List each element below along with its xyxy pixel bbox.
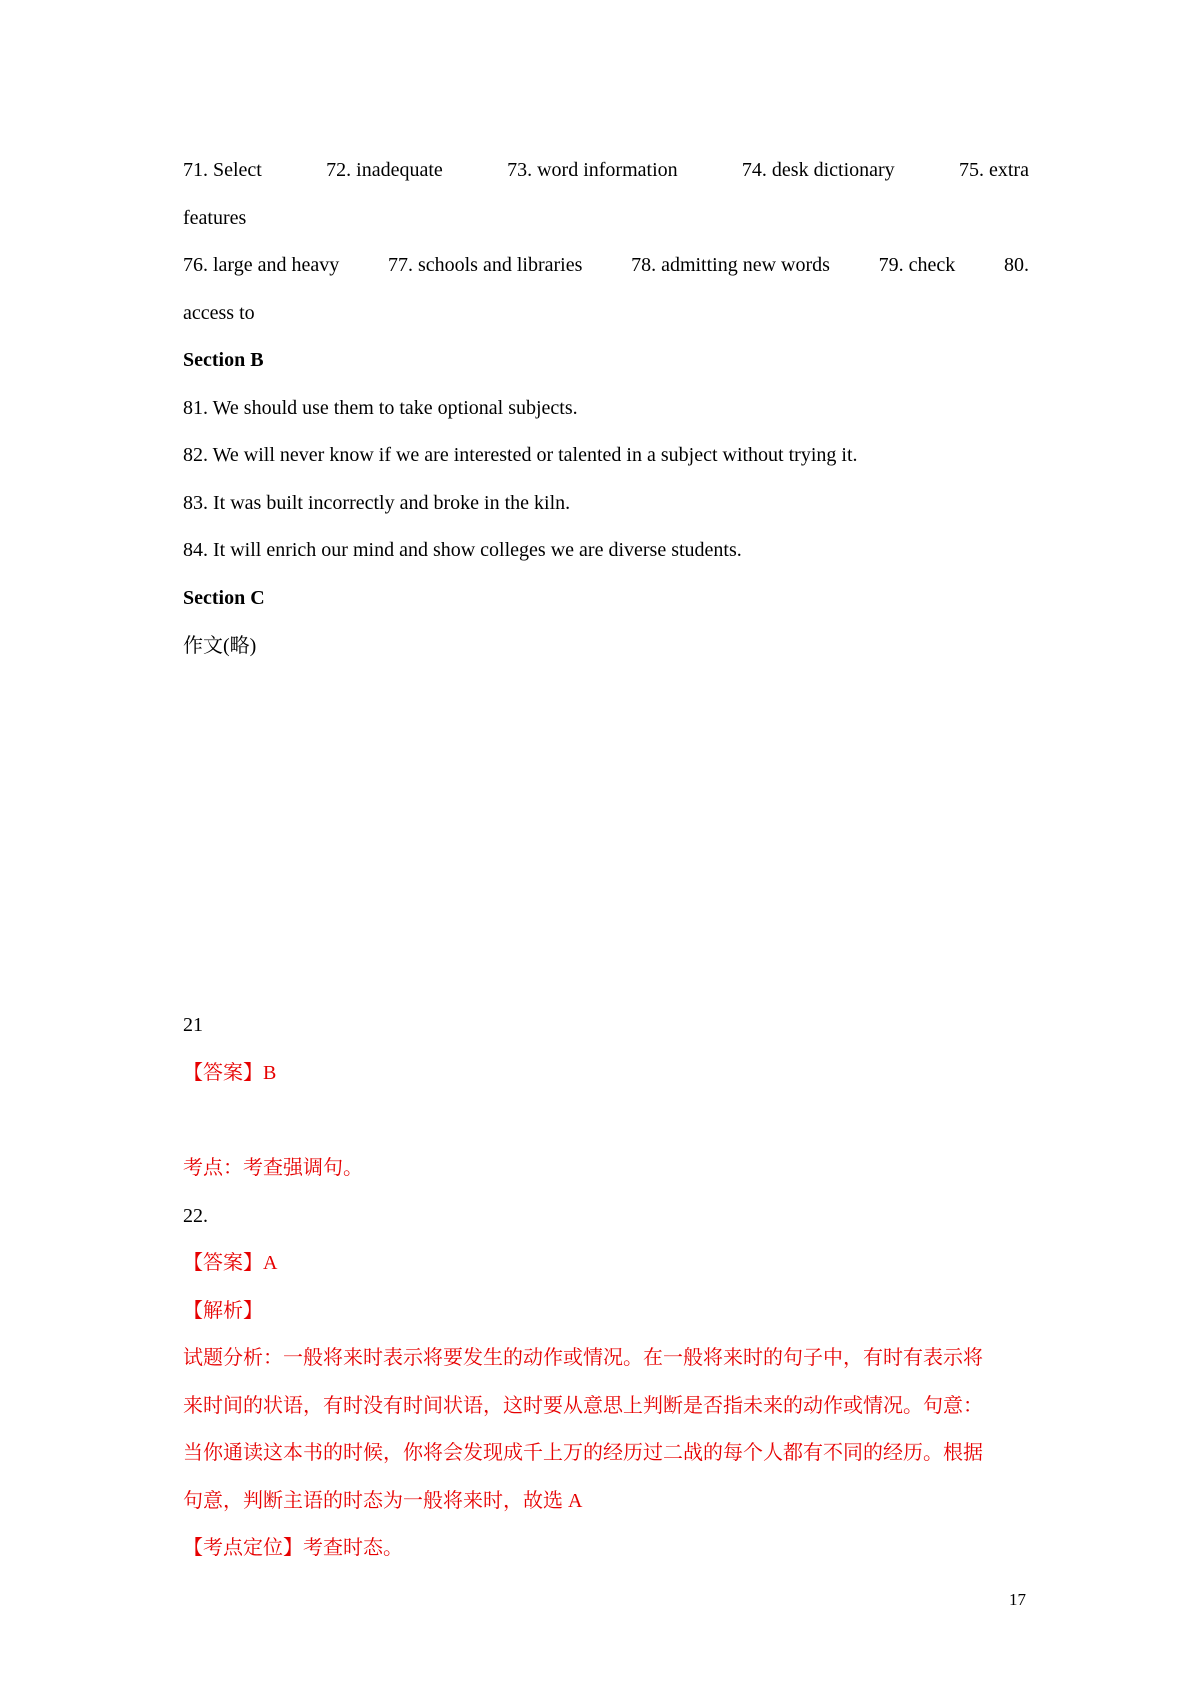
- answer-84: 84. It will enrich our mind and show colleges we are diverse students.: [183, 539, 742, 561]
- answer-83: 83. It was built incorrectly and broke in the kiln.: [183, 492, 571, 514]
- answer-75-continued: features: [183, 207, 247, 229]
- answer-81: 81. We should use them to take optional subjects.: [183, 397, 578, 419]
- answer-75: 75. extra: [958, 159, 1029, 181]
- section-b-heading: Section B: [183, 349, 264, 371]
- answer-73: 73. word information: [507, 159, 678, 181]
- answer-74: 74. desk dictionary: [741, 159, 895, 181]
- answer-71: 71. Select: [183, 159, 262, 181]
- answers-row-71-75: [183, 158, 1029, 182]
- question-22-analysis-label: 【解析】: [183, 1300, 263, 1322]
- section-c-heading: Section C: [183, 587, 265, 609]
- answer-72: 72. inadequate: [326, 159, 443, 181]
- answer-77: 77. schools and libraries: [387, 254, 583, 276]
- question-21-number: 21: [183, 1014, 203, 1036]
- question-22-analysis-line: 句意，判断主语的时态为一般将来时，故选 A: [183, 1490, 583, 1512]
- answer-78: 78. admitting new words: [631, 254, 830, 276]
- question-22-analysis-line: 试题分析：一般将来时表示将要发生的动作或情况。在一般将来时的句子中，有时有表示将: [183, 1347, 983, 1369]
- question-22-answer: 【答案】A: [183, 1252, 278, 1274]
- question-22-analysis-line: 来时间的状语，有时没有时间状语，这时要从意思上判断是否指未来的动作或情况。句意：: [183, 1395, 983, 1417]
- answer-82: 82. We will never know if we are interested or talented in a subject without trying it.: [183, 444, 858, 466]
- section-c-text: 作文(略): [183, 635, 257, 657]
- question-22-number: 22.: [183, 1205, 208, 1227]
- question-22-analysis-line: 当你通读这本书的时候，你将会发现成千上万的经历过二战的每个人都有不同的经历。根据: [183, 1442, 983, 1464]
- question-21-answer: 【答案】B: [183, 1062, 277, 1084]
- answer-80-continued: access to: [183, 302, 255, 324]
- answer-79: 79. check: [878, 254, 956, 276]
- answers-row-76-80: [183, 253, 1029, 277]
- answer-80: 80.: [1003, 254, 1029, 276]
- question-22-point: 【考点定位】考查时态。: [183, 1537, 403, 1559]
- page-number: 17: [1009, 1590, 1026, 1609]
- answer-76: 76. large and heavy: [183, 254, 340, 276]
- question-21-point: 考点：考查强调句。: [183, 1157, 363, 1179]
